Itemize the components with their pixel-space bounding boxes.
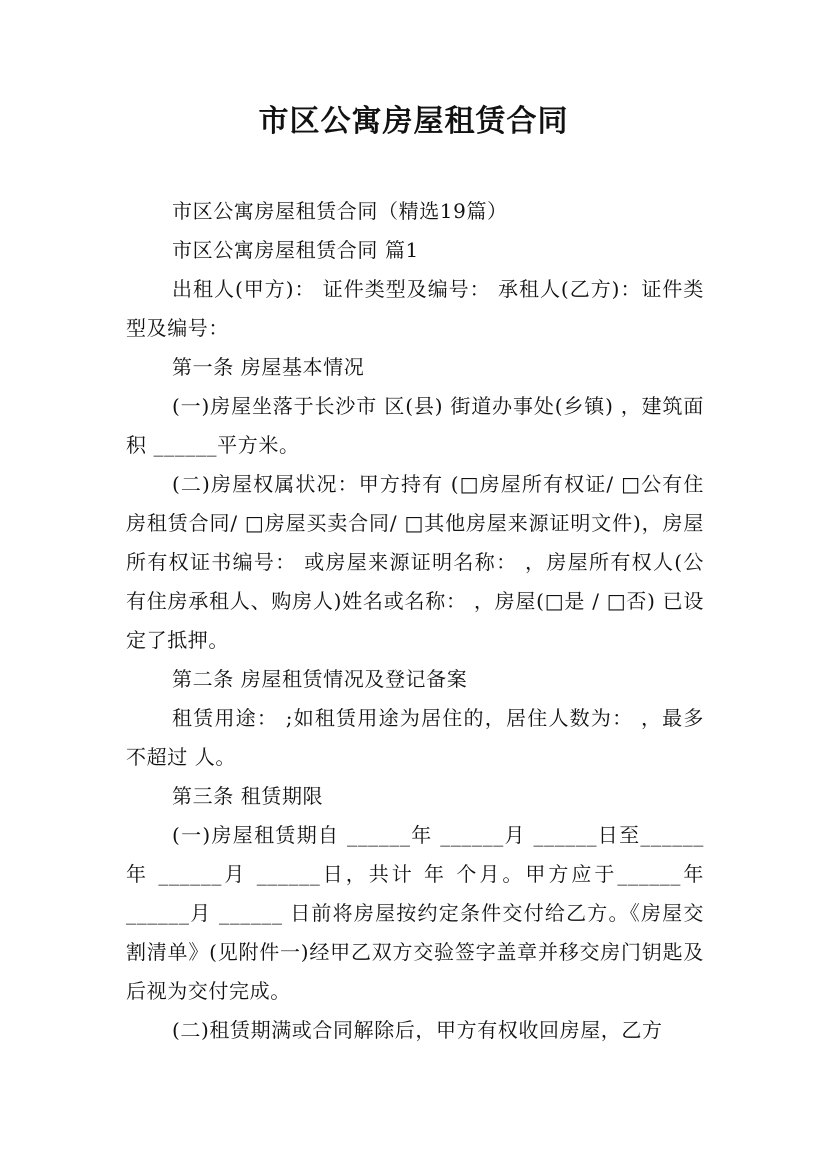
paragraph: (一)房屋租赁期自 ______年 ______月 ______日至______年 ______月 ______日，共计 年 个月。甲方应于______年 ______月 ______ 日前将房屋按约定条件交付给乙方。《房屋交割清单》(见附件一)经甲乙双方交验签字盖章并移交房门钥匙及 后视为交付完成。 — [126, 823, 704, 1003]
section-heading: 第一条 房屋基本情况 — [172, 355, 365, 379]
section-heading: 第二条 房屋租赁情况及登记备案 — [172, 667, 468, 691]
paragraph: (二)租赁期满或合同解除后，甲方有权收回房屋，乙方 — [172, 1018, 663, 1042]
section-heading: 第三条 租赁期限 — [172, 784, 324, 808]
paragraph: 市区公寓房屋租赁合同 篇1 — [172, 238, 419, 262]
document-body — [126, 192, 704, 1050]
paragraph: (二)房屋权属状况：甲方持有 (□房屋所有权证/ □公有住房租赁合同/ □房屋买卖合同/ □其他房屋来源证明文件)，房屋所有权证书编号： 或房屋来源证明名称： ，房屋所有权人(公有住房承租人、购房人)姓名或名称： ，房屋(□是 / □否) 已设定了抵押。 — [126, 472, 704, 652]
document-title: 市区公寓房屋租赁合同 — [258, 104, 569, 139]
paragraph: 租赁用途： ;如租赁用途为居住的，居住人数为： ，最多不超过 人。 — [126, 706, 704, 769]
paragraph: 出租人(甲方)： 证件类型及编号： 承租人(乙方)：证件类型及编号： — [126, 277, 704, 340]
paragraph: (一)房屋坐落于长沙市 区(县) 街道办事处(乡镇) ，建筑面积 ______平方米。 — [126, 394, 704, 457]
paragraph: 市区公寓房屋租赁合同（精选19篇） — [172, 199, 508, 223]
